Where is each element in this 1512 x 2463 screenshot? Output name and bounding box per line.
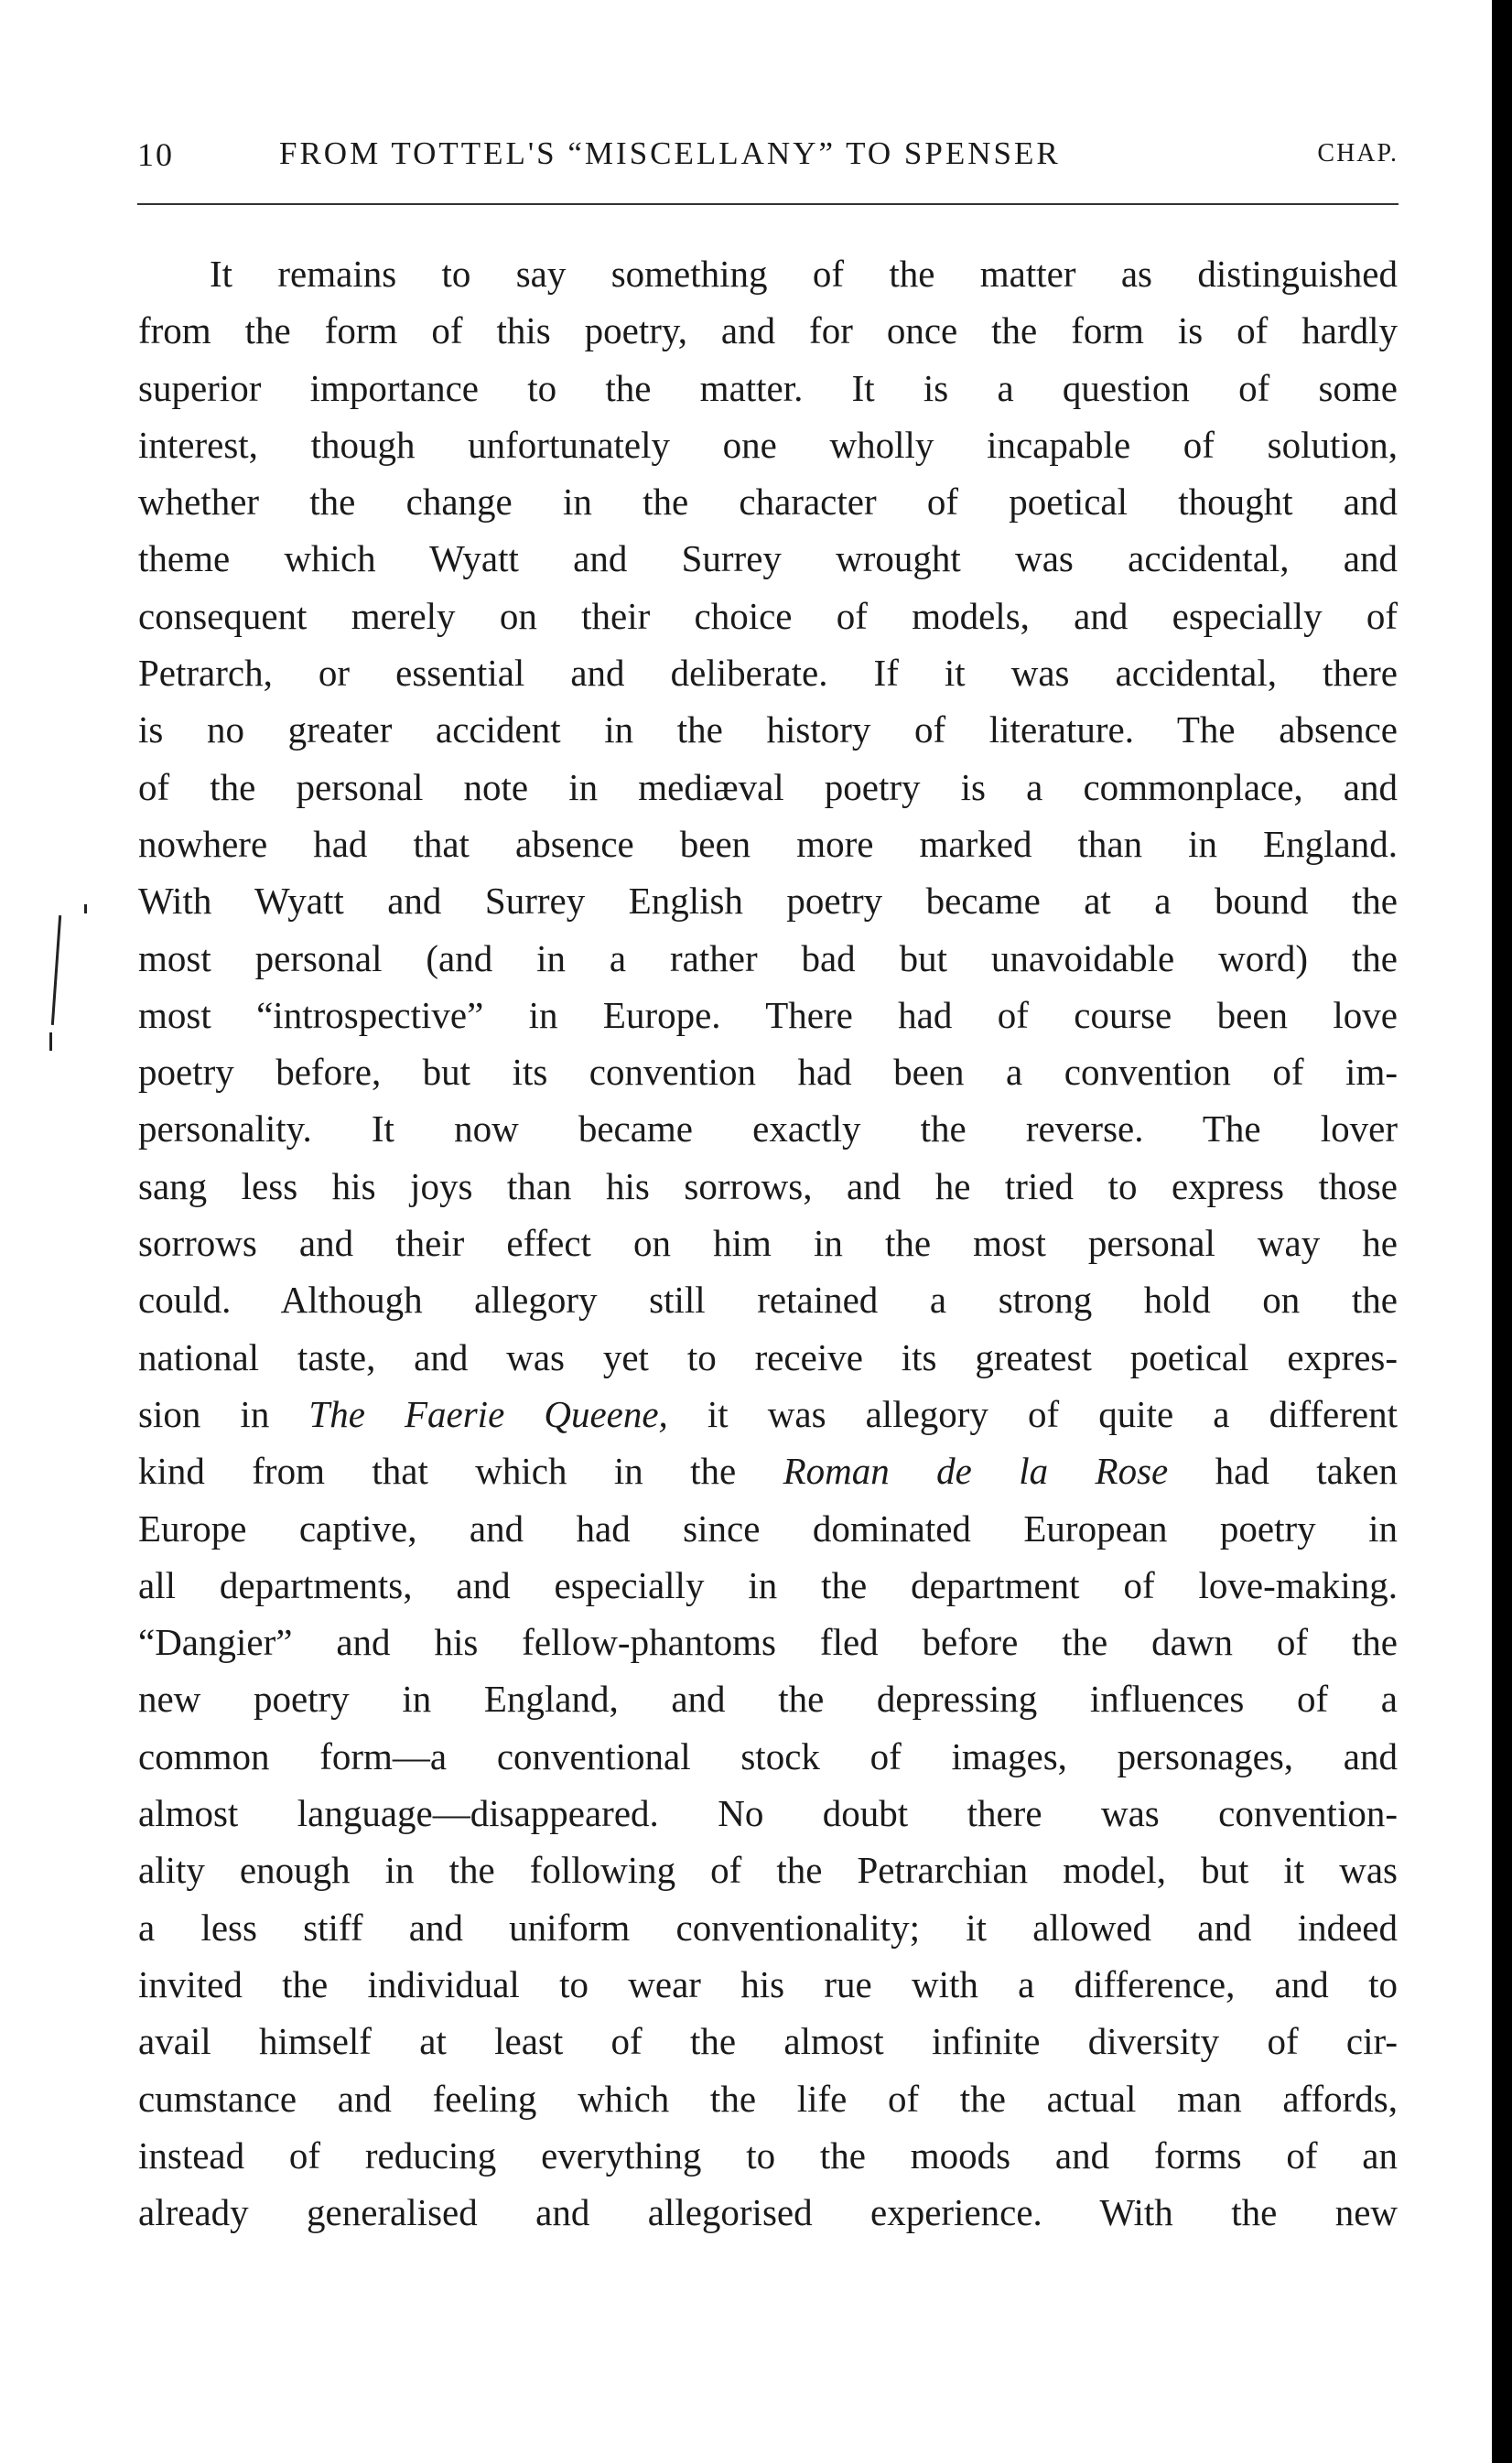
running-title: FROM TOTTEL'S “MISCELLANY” TO SPENSER: [279, 135, 1061, 171]
text-segment: Petrarch, or essential and deliberate. If it was accidental, there: [138, 652, 1398, 695]
text-line: [138, 701, 1398, 758]
text-line: [138, 588, 1398, 644]
text-line: [138, 360, 1398, 416]
text-segment: new poetry in England, and the depressing influences of a: [138, 1678, 1398, 1721]
text-line: [138, 1386, 1398, 1442]
text-segment: poetry before, but its convention had been a convention of im-: [138, 1051, 1398, 1094]
text-line: [138, 1670, 1398, 1727]
italic-title: Roman de la Rose: [783, 1450, 1169, 1493]
text-line: [138, 1329, 1398, 1386]
text-line: [138, 416, 1398, 473]
margin-pencil-mark: [49, 1032, 52, 1051]
text-segment: national taste, and was yet to receive its greatest poetical expres-: [138, 1335, 1398, 1378]
text-line: [138, 1100, 1398, 1157]
text-line: [138, 245, 1398, 302]
text-line: [138, 473, 1398, 530]
page-number: 10: [137, 136, 174, 173]
margin-pencil-mark: [51, 915, 61, 1025]
text-segment: is no greater accident in the history of literature. The absence: [138, 708, 1398, 751]
text-segment: Europe captive, and had since dominated European poetry in: [138, 1507, 1398, 1550]
text-line: [138, 816, 1398, 872]
text-segment: had taken: [1168, 1450, 1399, 1493]
italic-title: The Faerie Queene,: [308, 1392, 668, 1435]
text-segment: sion in: [138, 1392, 309, 1435]
text-line: [138, 1614, 1398, 1670]
text-line: [138, 2013, 1398, 2069]
text-segment: avail himself at least of the almost infinite diversity of cir-: [138, 2020, 1398, 2063]
text-line: [138, 1899, 1398, 1956]
text-segment: most “introspective” in Europe. There had of course been love: [138, 993, 1398, 1036]
text-segment: kind from that which in the: [138, 1450, 783, 1493]
text-line: [138, 930, 1398, 987]
text-segment: whether the change in the character of poetical thought and: [138, 481, 1398, 524]
text-line: [138, 872, 1398, 929]
text-line: [138, 1043, 1398, 1100]
text-segment: It remains to say something of the matter as distinguished: [210, 253, 1398, 295]
text-line: [138, 1442, 1398, 1499]
text-segment: common form—a conventional stock of images, personages, and: [138, 1734, 1398, 1777]
text-segment: most personal (and in a rather bad but unavoidable word) the: [138, 936, 1398, 979]
text-segment: of the personal note in mediæval poetry is a commonplace, and: [138, 765, 1398, 808]
text-segment: “Dangier” and his fellow-phantoms fled before the dawn of the: [138, 1621, 1398, 1664]
text-segment: instead of reducing everything to the moods and forms of an: [138, 2134, 1398, 2177]
chapter-label: CHAP.: [1317, 139, 1399, 167]
text-segment: sang less his joys than his sorrows, and he tried to express those: [138, 1164, 1398, 1207]
text-line: [138, 302, 1398, 359]
text-line: [138, 1500, 1398, 1557]
text-line: [138, 1557, 1398, 1614]
text-segment: superior importance to the matter. It is a question of some: [138, 366, 1398, 409]
text-segment: nowhere had that absence been more marked than in England.: [138, 822, 1398, 865]
text-segment: interest, though unfortunately one wholly incapable of solution,: [138, 423, 1398, 466]
text-line: [138, 1215, 1398, 1271]
text-line: [138, 1842, 1398, 1898]
text-line: [138, 644, 1398, 701]
text-segment: could. Although allegory still retained a strong hold on the: [138, 1279, 1398, 1322]
header-rule: [137, 203, 1399, 205]
text-line: [138, 2184, 1398, 2241]
text-segment: all departments, and especially in the department of love-making.: [138, 1563, 1398, 1606]
text-segment: With Wyatt and Surrey English poetry became at a bound the: [138, 880, 1398, 923]
text-segment: a less stiff and uniform conventionality; it allowed and indeed: [138, 1906, 1398, 1949]
text-segment: from the form of this poetry, and for once the form is of hardly: [138, 309, 1398, 352]
text-segment: personality. It now became exactly the reverse. The lover: [138, 1107, 1398, 1150]
text-line: [138, 1956, 1398, 2013]
text-segment: ality enough in the following of the Petrarchian model, but it was: [138, 1849, 1398, 1892]
text-segment: already generalised and allegorised experience. With the new: [138, 2191, 1398, 2234]
text-line: [138, 530, 1398, 587]
text-line: [138, 1158, 1398, 1215]
text-line: [138, 987, 1398, 1043]
text-line: [138, 759, 1398, 816]
text-segment: invited the individual to wear his rue with a difference, and to: [138, 1962, 1398, 2005]
text-segment: sorrows and their effect on him in the most personal way he: [138, 1222, 1398, 1265]
text-line: [138, 2070, 1398, 2127]
text-segment: theme which Wyatt and Surrey wrought was accidental, and: [138, 537, 1398, 580]
text-segment: cumstance and feeling which the life of the actual man affords,: [138, 2077, 1398, 2120]
text-line: [138, 1785, 1398, 1842]
margin-pencil-mark: [84, 904, 87, 913]
text-segment: almost language—disappeared. No doubt there was convention-: [138, 1792, 1398, 1835]
page-header: [137, 135, 1399, 179]
text-segment: consequent merely on their choice of models, and especially of: [138, 594, 1398, 637]
text-segment: it was allegory of quite a different: [667, 1392, 1398, 1435]
text-line: [138, 1271, 1398, 1328]
text-line: [138, 1728, 1398, 1785]
scan-edge: [1492, 0, 1512, 2463]
body-text: [138, 245, 1398, 2241]
text-line: [138, 2127, 1398, 2184]
